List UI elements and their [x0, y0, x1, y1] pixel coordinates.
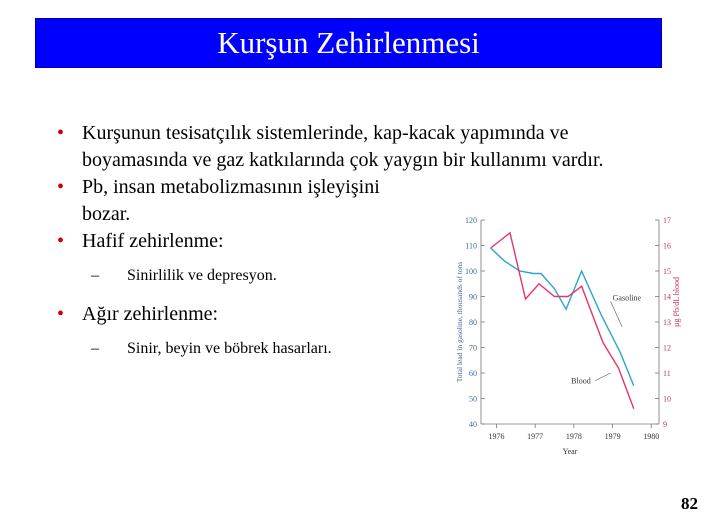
bullet-dot-icon: • — [57, 230, 65, 252]
y-tick-label: 60 — [469, 369, 477, 378]
x-tick-label: 1978 — [565, 432, 582, 441]
y2-tick-label: 17 — [663, 216, 671, 225]
y2-tick-label: 11 — [663, 369, 671, 378]
x-tick-label: 1976 — [488, 432, 505, 441]
bullet-text: Hafif zehirlenme: — [82, 230, 224, 252]
x-tick-label: 1979 — [604, 432, 621, 441]
lead-chart — [443, 204, 687, 468]
title-bar — [35, 18, 662, 68]
gasoline-series-label: Gasoline — [612, 293, 642, 303]
y-tick-label: 50 — [469, 394, 477, 404]
bullet-text: Kurşunun tesisatçılık sistemlerinde, kap-kacak yapımında ve boyamasında ve gaz katkılarında çok yaygın bir kullanımı vardır. — [82, 122, 604, 171]
y-tick-label: 90 — [469, 292, 477, 302]
x-tick-label: 1977 — [527, 432, 544, 441]
bullet-item — [57, 174, 427, 228]
y-tick-label: 120 — [465, 216, 477, 225]
y-tick-label: 100 — [465, 267, 477, 276]
y-tick-label: 70 — [469, 343, 477, 353]
blood-leader-line — [595, 373, 610, 381]
y2-tick-label: 16 — [663, 241, 671, 251]
y-tick-label: 80 — [469, 318, 477, 327]
bullet-dot-icon: • — [57, 122, 65, 144]
y2-tick-label: 12 — [663, 343, 671, 353]
y2-tick-label: 9 — [663, 420, 667, 429]
y2-axis-label: µg Pb/dL blood — [672, 276, 681, 328]
dash-icon: – — [91, 267, 99, 284]
bullet-text: Ağır zehirlenme: — [82, 303, 219, 325]
bullet-dot-icon: • — [57, 176, 65, 198]
sub-bullet-text: Sinirlilik ve depresyon. — [127, 267, 277, 284]
y-axis-label: Total lead in gasoline, thousands of tons — [455, 261, 464, 383]
y-tick-label: 40 — [469, 420, 477, 429]
gasoline-series-line — [491, 248, 634, 386]
gasoline-leader-line — [611, 302, 623, 328]
sub-bullet-text: Sinir, beyin ve böbrek hasarları. — [127, 340, 332, 357]
bullet-text: Pb, insan metabolizmasının işleyişini bozar. — [82, 176, 380, 225]
blood-series-label: Blood — [571, 376, 591, 386]
slide-title: Kurşun Zehirlenmesi — [217, 25, 480, 60]
bullet-dot-icon: • — [57, 303, 65, 325]
y2-tick-label: 15 — [663, 267, 671, 276]
dash-icon: – — [91, 340, 99, 357]
y2-tick-label: 13 — [663, 318, 671, 327]
y2-tick-label: 14 — [663, 292, 671, 302]
x-tick-label: 1980 — [643, 432, 660, 441]
bullet-item — [57, 120, 642, 174]
y-tick-label: 110 — [465, 241, 477, 251]
x-axis-label: Year — [562, 447, 578, 456]
blood-series-line — [491, 233, 634, 409]
y2-tick-label: 10 — [663, 394, 671, 404]
page-number: 82 — [681, 494, 698, 513]
